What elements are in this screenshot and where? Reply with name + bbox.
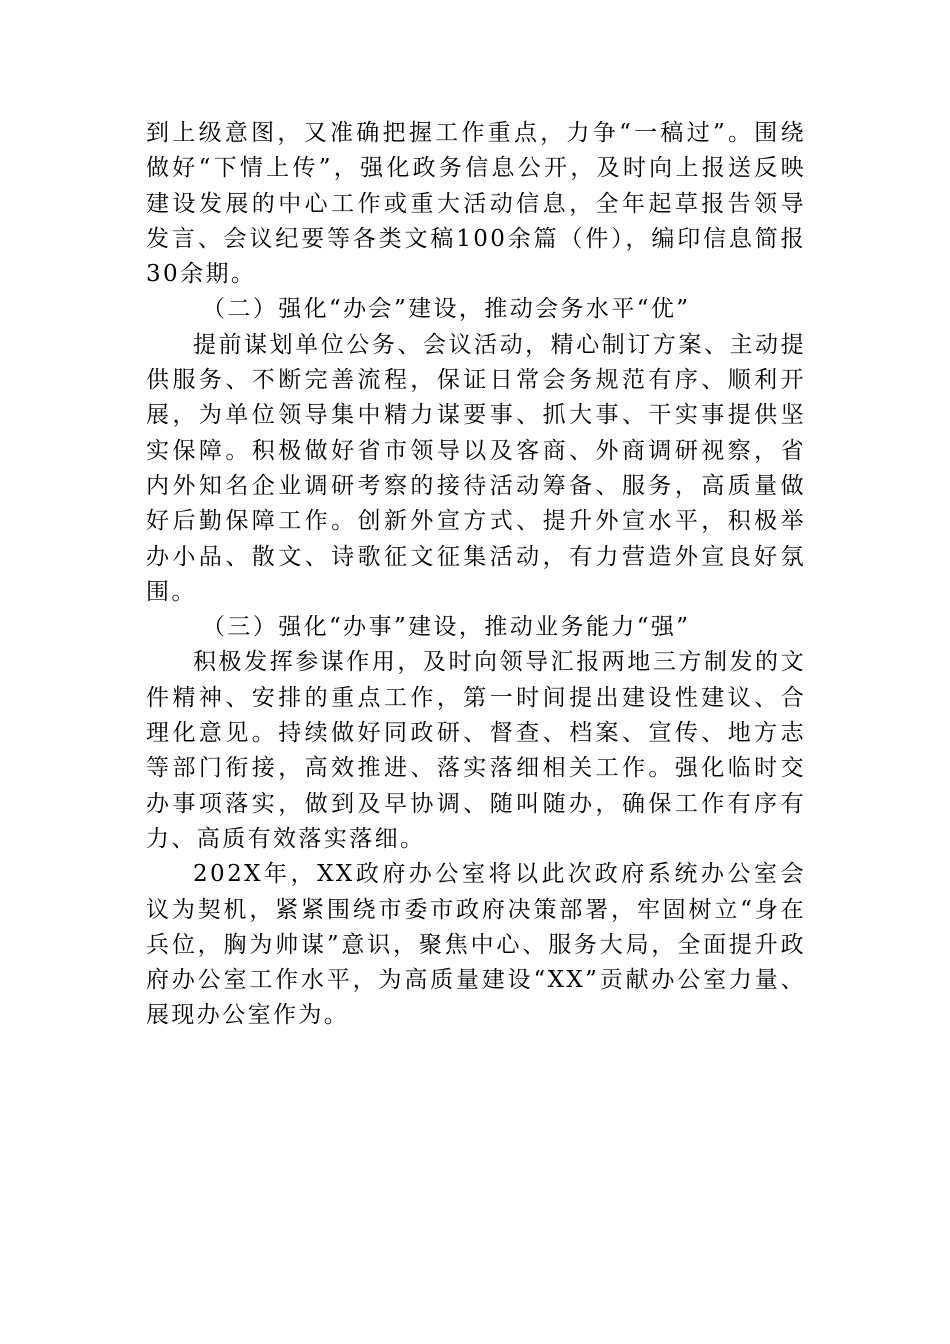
- paragraph-meetings: 提前谋划单位公务、会议活动，精心制订方案、主动提供服务、不断完善流程，保证日常会务规范有序、顺利开展，为单位领导集中精力谋要事、抓大事、干实事提供坚实保障。积极做好省市领导以及客商、外商调研视察，省内外知名企业调研考察的接待活动筹备、服务，高质量做好后勤保障工作。创新外宣方式、提升外宣水平，积极举办小品、散文、诗歌征文征集活动，有力营造外宣良好氛围。: [146, 331, 806, 605]
- paragraph-outlook: 202X年，XX政府办公室将以此次政府系统办公室会议为契机，紧紧围绕市委市政府决策部署，牢固树立“身在兵位，胸为帅谋”意识，聚焦中心、服务大局，全面提升政府办公室工作水平，为高质量建设“XX”贡献办公室力量、展现办公室作为。: [146, 861, 806, 1029]
- paragraph-drafting-work: 到上级意图，又准确把握工作重点，力争“一稿过”。围绕做好“下情上传”，强化政务信息公开，及时向上报送反映建设发展的中心工作或重大活动信息，全年起草报告领导发言、会议纪要等各类文稿100余篇（件），编印信息简报30余期。: [146, 120, 806, 288]
- document-body: [146, 116, 806, 1034]
- paragraph-affairs: 积极发挥参谋作用，及时向领导汇报两地三方制发的文件精神、安排的重点工作，第一时间提出建设性建议、合理化意见。持续做好同政研、督查、档案、宣传、地方志等部门衔接，高效推进、落实落细相关工作。强化临时交办事项落实，做到及早协调、随叫随办，确保工作有序有力、高质有效落实落细。: [146, 649, 806, 852]
- section-heading-meetings: （二）强化“办会”建设，推动会务水平“优”: [202, 296, 691, 323]
- section-heading-affairs: （三）强化“办事”建设，推动业务能力“强”: [202, 614, 691, 641]
